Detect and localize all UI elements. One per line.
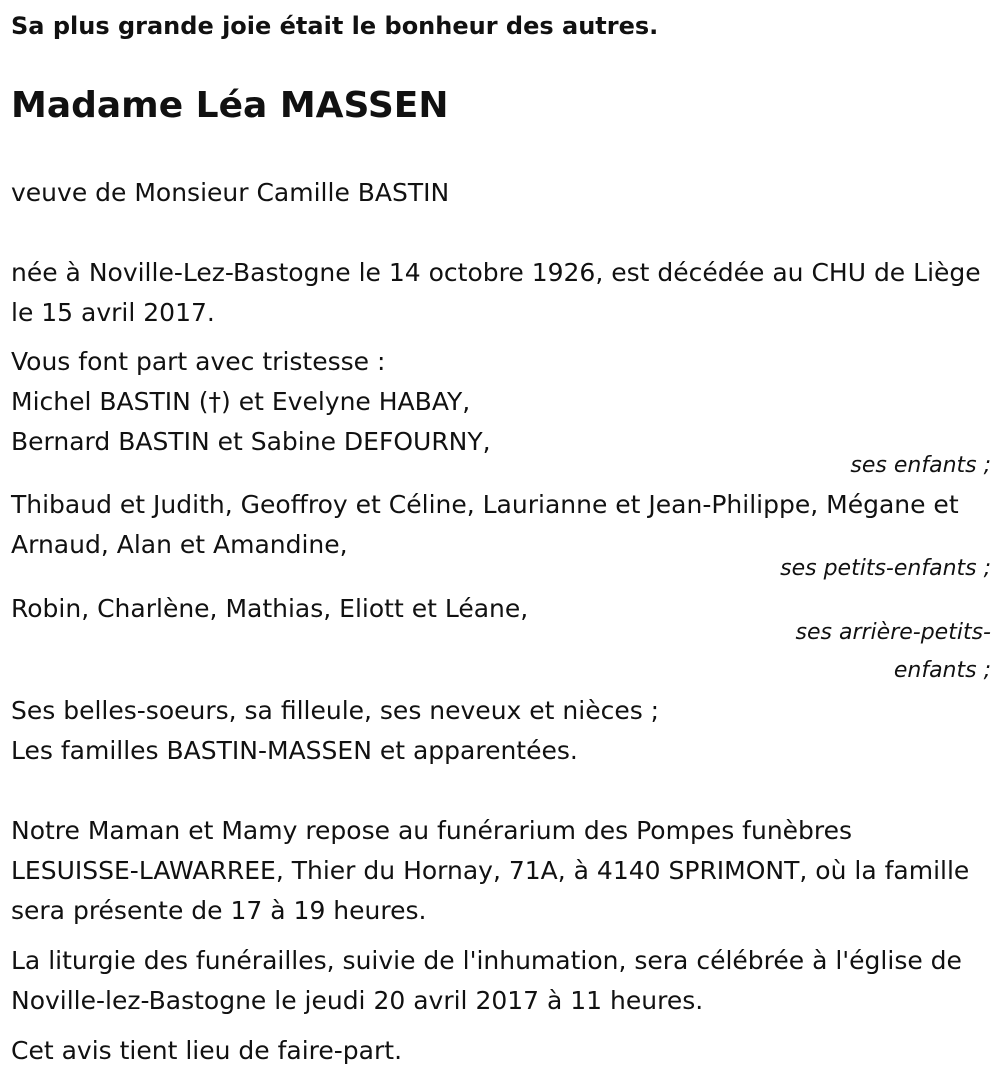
closing-note: Cet avis tient lieu de faire-part. — [11, 1036, 403, 1065]
liturgy-info: La liturgie des funérailles, suivie de l'inhumation, sera célébrée à l'église de Noville-lez-Bastogne le jeudi 20 avril 2017 à 11 heures. — [11, 946, 962, 1015]
other-relatives-line: Ses belles-soeurs, sa filleule, ses neveux et nièces ; — [11, 696, 660, 725]
child-line: Michel BASTIN (†) et Evelyne HABAY, — [11, 387, 471, 416]
great-grandchildren-label-line: ses arrière-petits- — [795, 620, 991, 645]
motto: Sa plus grande joie était le bonheur des autres. — [11, 12, 659, 40]
grandchildren-list: Thibaud et Judith, Geoffroy et Céline, Laurianne et Jean-Philippe, Mégane et Arnaud, Alan et Amandine, — [11, 490, 959, 559]
intro-text: Vous font part avec tristesse : — [11, 347, 386, 376]
widow-of: veuve de Monsieur Camille BASTIN — [11, 178, 450, 207]
birth-death-info: née à Noville-Lez-Bastogne le 14 octobre 1926, est décédée au CHU de Liège le 15 avril 2017. — [11, 258, 981, 327]
great-grandchildren-list: Robin, Charlène, Mathias, Eliott et Léane, — [11, 594, 529, 623]
repose-info: Notre Maman et Mamy repose au funérarium des Pompes funèbres LESUISSE-LAWARREE, Thier du Hornay, 71A, à 4140 SPRIMONT, où la famille sera présente de 17 à 19 heures. — [11, 816, 970, 925]
grandchildren-label: ses petits-enfants ; — [780, 556, 991, 581]
great-grandchildren-label-line: enfants ; — [893, 658, 991, 683]
child-line: Bernard BASTIN et Sabine DEFOURNY, — [11, 427, 491, 456]
children-label: ses enfants ; — [850, 453, 991, 478]
deceased-name: Madame Léa MASSEN — [11, 85, 449, 126]
other-relatives-line: Les familles BASTIN-MASSEN et apparentées. — [11, 736, 578, 765]
